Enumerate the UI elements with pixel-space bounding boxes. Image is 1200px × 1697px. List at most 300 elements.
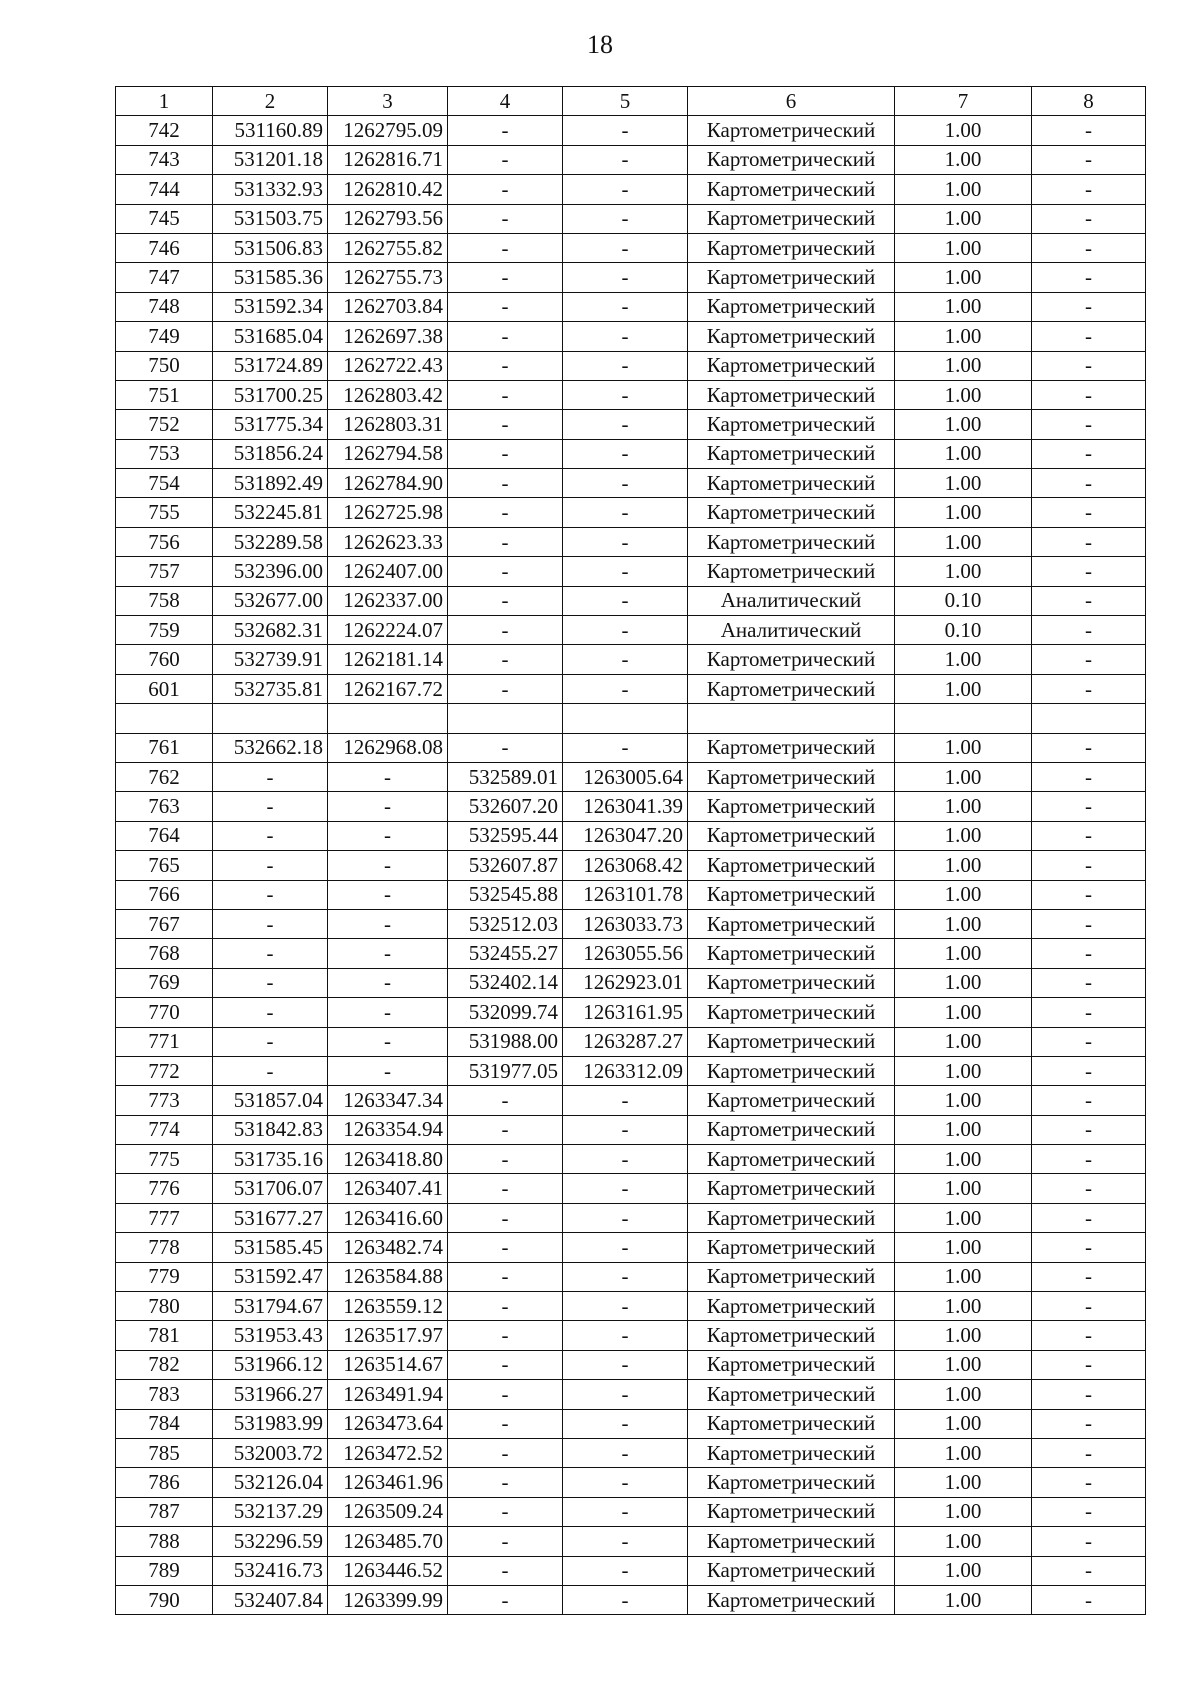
y-coordinate-cell: 1263491.94 [328,1380,448,1409]
accuracy-cell: 1.00 [895,792,1032,821]
note-cell: - [1032,968,1146,997]
x-coordinate-new-cell: - [448,1321,563,1350]
method-cell: Картометрический [688,1497,895,1526]
method-cell: Картометрический [688,1438,895,1467]
point-number-cell: 770 [116,998,213,1027]
table-row [116,527,1146,556]
method-cell: Картометрический [688,939,895,968]
accuracy-cell: 1.00 [895,145,1032,174]
method-cell: Картометрический [688,233,895,262]
point-number-cell: 790 [116,1585,213,1614]
x-coordinate-cell: 531724.89 [213,351,328,380]
note-cell: - [1032,351,1146,380]
accuracy-cell: 1.00 [895,1203,1032,1232]
accuracy-cell: 1.00 [895,263,1032,292]
x-coordinate-new-cell: 532607.87 [448,851,563,880]
x-coordinate-new-cell: - [448,616,563,645]
accuracy-cell: 1.00 [895,939,1032,968]
y-coordinate-new-cell: 1263312.09 [563,1056,688,1085]
method-cell: Картометрический [688,557,895,586]
point-number-cell: 745 [116,204,213,233]
x-coordinate-cell: 532416.73 [213,1556,328,1585]
x-coordinate-new-cell: - [448,204,563,233]
x-coordinate-cell: 532682.31 [213,616,328,645]
accuracy-cell: 1.00 [895,380,1032,409]
y-coordinate-new-cell: 1263041.39 [563,792,688,821]
note-cell: - [1032,1027,1146,1056]
accuracy-cell: 1.00 [895,762,1032,791]
accuracy-cell: 1.00 [895,175,1032,204]
method-cell: Картометрический [688,116,895,145]
note-cell: - [1032,1174,1146,1203]
y-coordinate-new-cell: - [563,410,688,439]
method-cell: Картометрический [688,1115,895,1144]
accuracy-cell: 1.00 [895,322,1032,351]
y-coordinate-cell: 1262703.84 [328,292,448,321]
method-cell: Картометрический [688,1321,895,1350]
x-coordinate-new-cell: - [448,1527,563,1556]
y-coordinate-new-cell: - [563,586,688,615]
point-number-cell: 756 [116,527,213,556]
accuracy-cell: 1.00 [895,968,1032,997]
table-row [116,1262,1146,1291]
method-cell: Картометрический [688,292,895,321]
y-coordinate-new-cell: - [563,233,688,262]
coordinates-table [115,86,1146,1615]
accuracy-cell [895,704,1032,733]
note-cell: - [1032,1468,1146,1497]
x-coordinate-new-cell: - [448,557,563,586]
table-row [116,1086,1146,1115]
table-row [116,469,1146,498]
accuracy-cell: 1.00 [895,116,1032,145]
accuracy-cell: 1.00 [895,439,1032,468]
y-coordinate-new-cell: - [563,469,688,498]
accuracy-cell: 1.00 [895,1497,1032,1526]
point-number-cell: 759 [116,616,213,645]
note-cell: - [1032,410,1146,439]
table-row [116,1468,1146,1497]
table-row [116,645,1146,674]
method-cell: Картометрический [688,1262,895,1291]
table-row [116,380,1146,409]
y-coordinate-cell: 1263446.52 [328,1556,448,1585]
note-cell: - [1032,821,1146,850]
table-row [116,1292,1146,1321]
y-coordinate-cell: 1263416.60 [328,1203,448,1232]
header-cell-6: 6 [688,87,895,116]
y-coordinate-new-cell: 1262923.01 [563,968,688,997]
note-cell: - [1032,1086,1146,1115]
x-coordinate-new-cell: - [448,380,563,409]
accuracy-cell: 1.00 [895,851,1032,880]
y-coordinate-new-cell: - [563,527,688,556]
method-cell: Картометрический [688,322,895,351]
point-number-cell: 786 [116,1468,213,1497]
x-coordinate-new-cell: - [448,1438,563,1467]
y-coordinate-new-cell: - [563,645,688,674]
header-cell-1: 1 [116,87,213,116]
y-coordinate-cell: 1262407.00 [328,557,448,586]
point-number-cell: 769 [116,968,213,997]
method-cell: Картометрический [688,1203,895,1232]
x-coordinate-cell: - [213,909,328,938]
point-number-cell: 763 [116,792,213,821]
method-cell: Картометрический [688,880,895,909]
accuracy-cell: 1.00 [895,1027,1032,1056]
y-coordinate-new-cell: - [563,1527,688,1556]
x-coordinate-new-cell: - [448,1585,563,1614]
x-coordinate-cell: - [213,1027,328,1056]
y-coordinate-new-cell: - [563,557,688,586]
table-row [116,586,1146,615]
point-number-cell: 757 [116,557,213,586]
method-cell: Картометрический [688,1527,895,1556]
x-coordinate-cell: - [213,939,328,968]
y-coordinate-cell: 1262803.31 [328,410,448,439]
x-coordinate-new-cell: - [448,410,563,439]
x-coordinate-new-cell: 531988.00 [448,1027,563,1056]
table-row [116,1438,1146,1467]
x-coordinate-cell: 531585.36 [213,263,328,292]
table-row [116,1556,1146,1585]
x-coordinate-new-cell: - [448,233,563,262]
table-row [116,410,1146,439]
accuracy-cell: 1.00 [895,645,1032,674]
note-cell: - [1032,263,1146,292]
y-coordinate-new-cell: - [563,1438,688,1467]
point-number-cell: 779 [116,1262,213,1291]
table-row [116,674,1146,703]
note-cell: - [1032,1380,1146,1409]
x-coordinate-cell: - [213,880,328,909]
note-cell: - [1032,645,1146,674]
table-row [116,880,1146,909]
accuracy-cell: 1.00 [895,1409,1032,1438]
y-coordinate-cell: 1262968.08 [328,733,448,762]
point-number-cell [116,704,213,733]
y-coordinate-new-cell: - [563,1380,688,1409]
y-coordinate-new-cell: - [563,1262,688,1291]
method-cell [688,704,895,733]
note-cell: - [1032,1321,1146,1350]
method-cell: Картометрический [688,998,895,1027]
table-row [116,1585,1146,1614]
point-number-cell: 773 [116,1086,213,1115]
table-row [116,145,1146,174]
point-number-cell: 748 [116,292,213,321]
y-coordinate-cell: 1263399.99 [328,1585,448,1614]
x-coordinate-new-cell: - [448,439,563,468]
y-coordinate-cell: 1263517.97 [328,1321,448,1350]
y-coordinate-cell: 1263509.24 [328,1497,448,1526]
y-coordinate-cell: 1262755.82 [328,233,448,262]
x-coordinate-new-cell: 532607.20 [448,792,563,821]
point-number-cell: 774 [116,1115,213,1144]
y-coordinate-cell: - [328,939,448,968]
x-coordinate-new-cell: - [448,1145,563,1174]
point-number-cell: 753 [116,439,213,468]
note-cell: - [1032,1203,1146,1232]
note-cell: - [1032,616,1146,645]
table-row [116,851,1146,880]
note-cell: - [1032,557,1146,586]
table-row [116,1203,1146,1232]
note-cell: - [1032,233,1146,262]
accuracy-cell: 0.10 [895,586,1032,615]
note-cell: - [1032,469,1146,498]
point-number-cell: 788 [116,1527,213,1556]
note-cell: - [1032,1350,1146,1379]
y-coordinate-cell: 1263461.96 [328,1468,448,1497]
note-cell: - [1032,586,1146,615]
y-coordinate-cell: 1263354.94 [328,1115,448,1144]
x-coordinate-cell: 531892.49 [213,469,328,498]
x-coordinate-new-cell: - [448,1115,563,1144]
point-number-cell: 780 [116,1292,213,1321]
x-coordinate-new-cell: - [448,145,563,174]
x-coordinate-new-cell: - [448,1292,563,1321]
x-coordinate-cell: 531503.75 [213,204,328,233]
x-coordinate-cell: 531700.25 [213,380,328,409]
note-cell: - [1032,1438,1146,1467]
y-coordinate-new-cell: - [563,674,688,703]
note-cell: - [1032,851,1146,880]
header-cell-2: 2 [213,87,328,116]
x-coordinate-new-cell: 531977.05 [448,1056,563,1085]
y-coordinate-cell: - [328,1056,448,1085]
x-coordinate-cell: 532662.18 [213,733,328,762]
x-coordinate-cell: 531332.93 [213,175,328,204]
y-coordinate-new-cell: - [563,733,688,762]
point-number-cell: 782 [116,1350,213,1379]
y-coordinate-cell: 1262697.38 [328,322,448,351]
table-row [116,1027,1146,1056]
y-coordinate-cell: - [328,1027,448,1056]
note-cell: - [1032,292,1146,321]
point-number-cell: 766 [116,880,213,909]
accuracy-cell: 1.00 [895,733,1032,762]
method-cell: Картометрический [688,1056,895,1085]
point-number-cell: 765 [116,851,213,880]
x-coordinate-cell: 532003.72 [213,1438,328,1467]
accuracy-cell: 1.00 [895,998,1032,1027]
method-cell: Картометрический [688,175,895,204]
method-cell: Картометрический [688,1086,895,1115]
x-coordinate-new-cell: 532589.01 [448,762,563,791]
y-coordinate-cell: 1262167.72 [328,674,448,703]
point-number-cell: 776 [116,1174,213,1203]
y-coordinate-cell: - [328,792,448,821]
point-number-cell: 781 [116,1321,213,1350]
method-cell: Картометрический [688,1585,895,1614]
y-coordinate-cell: 1263584.88 [328,1262,448,1291]
note-cell: - [1032,498,1146,527]
y-coordinate-new-cell: - [563,1115,688,1144]
table-row [116,233,1146,262]
point-number-cell: 755 [116,498,213,527]
x-coordinate-new-cell: 532402.14 [448,968,563,997]
accuracy-cell: 1.00 [895,1585,1032,1614]
x-coordinate-new-cell: - [448,263,563,292]
accuracy-cell: 1.00 [895,909,1032,938]
point-number-cell: 775 [116,1145,213,1174]
note-cell: - [1032,1556,1146,1585]
table-row [116,498,1146,527]
x-coordinate-cell: 531160.89 [213,116,328,145]
point-number-cell: 772 [116,1056,213,1085]
table-row [116,821,1146,850]
accuracy-cell: 1.00 [895,557,1032,586]
y-coordinate-new-cell: - [563,322,688,351]
table-row [116,762,1146,791]
note-cell: - [1032,380,1146,409]
x-coordinate-cell: 532407.84 [213,1585,328,1614]
method-cell: Картометрический [688,792,895,821]
accuracy-cell: 1.00 [895,880,1032,909]
y-coordinate-new-cell: 1263068.42 [563,851,688,880]
y-coordinate-cell: 1262810.42 [328,175,448,204]
y-coordinate-new-cell: - [563,263,688,292]
method-cell: Аналитический [688,586,895,615]
table-row [116,351,1146,380]
y-coordinate-cell: 1263418.80 [328,1145,448,1174]
accuracy-cell: 1.00 [895,527,1032,556]
y-coordinate-new-cell: - [563,1203,688,1232]
accuracy-cell: 0.10 [895,616,1032,645]
point-number-cell: 767 [116,909,213,938]
note-cell: - [1032,527,1146,556]
table-row [116,1527,1146,1556]
table-row [116,704,1146,733]
x-coordinate-new-cell: - [448,1468,563,1497]
table-row [116,1174,1146,1203]
header-cell-4: 4 [448,87,563,116]
point-number-cell: 783 [116,1380,213,1409]
table-row [116,1497,1146,1526]
accuracy-cell: 1.00 [895,498,1032,527]
y-coordinate-cell: 1263485.70 [328,1527,448,1556]
table-row [116,733,1146,762]
method-cell: Картометрический [688,821,895,850]
table-row [116,1145,1146,1174]
y-coordinate-new-cell: - [563,498,688,527]
y-coordinate-new-cell: - [563,1233,688,1262]
x-coordinate-cell: 531585.45 [213,1233,328,1262]
x-coordinate-cell [213,704,328,733]
y-coordinate-cell: 1263472.52 [328,1438,448,1467]
table-row [116,557,1146,586]
method-cell: Картометрический [688,1409,895,1438]
x-coordinate-new-cell: - [448,527,563,556]
table-row [116,439,1146,468]
method-cell: Картометрический [688,1350,895,1379]
table-row [116,1409,1146,1438]
table-row [116,116,1146,145]
x-coordinate-cell: 531592.47 [213,1262,328,1291]
y-coordinate-new-cell: - [563,145,688,174]
y-coordinate-cell: 1262803.42 [328,380,448,409]
accuracy-cell: 1.00 [895,1145,1032,1174]
x-coordinate-cell: 531685.04 [213,322,328,351]
y-coordinate-cell: 1262795.09 [328,116,448,145]
x-coordinate-new-cell: - [448,1380,563,1409]
point-number-cell: 743 [116,145,213,174]
y-coordinate-new-cell: - [563,380,688,409]
y-coordinate-cell: - [328,968,448,997]
y-coordinate-cell: - [328,851,448,880]
note-cell: - [1032,1527,1146,1556]
y-coordinate-cell: 1262337.00 [328,586,448,615]
x-coordinate-cell: 531856.24 [213,439,328,468]
header-cell-5: 5 [563,87,688,116]
table-row [116,175,1146,204]
x-coordinate-cell: 531775.34 [213,410,328,439]
x-coordinate-new-cell: 532545.88 [448,880,563,909]
y-coordinate-cell: 1262794.58 [328,439,448,468]
method-cell: Картометрический [688,145,895,174]
table-row [116,616,1146,645]
method-cell: Картометрический [688,498,895,527]
note-cell: - [1032,1056,1146,1085]
table-body [116,116,1146,1615]
accuracy-cell: 1.00 [895,1527,1032,1556]
x-coordinate-new-cell: - [448,1174,563,1203]
point-number-cell: 742 [116,116,213,145]
y-coordinate-new-cell: 1263033.73 [563,909,688,938]
accuracy-cell: 1.00 [895,1233,1032,1262]
y-coordinate-cell: 1262181.14 [328,645,448,674]
x-coordinate-new-cell: 532595.44 [448,821,563,850]
header-cell-7: 7 [895,87,1032,116]
x-coordinate-new-cell: - [448,1497,563,1526]
accuracy-cell: 1.00 [895,1115,1032,1144]
method-cell: Картометрический [688,909,895,938]
table-row [116,1321,1146,1350]
x-coordinate-cell: 531794.67 [213,1292,328,1321]
x-coordinate-cell: 531506.83 [213,233,328,262]
y-coordinate-new-cell: - [563,1174,688,1203]
y-coordinate-new-cell: - [563,1321,688,1350]
y-coordinate-new-cell: - [563,1086,688,1115]
point-number-cell: 777 [116,1203,213,1232]
x-coordinate-cell: 531966.27 [213,1380,328,1409]
accuracy-cell: 1.00 [895,1380,1032,1409]
accuracy-cell: 1.00 [895,1556,1032,1585]
note-cell: - [1032,116,1146,145]
point-number-cell: 746 [116,233,213,262]
method-cell: Картометрический [688,439,895,468]
method-cell: Картометрический [688,733,895,762]
x-coordinate-new-cell [448,704,563,733]
note-cell: - [1032,998,1146,1027]
x-coordinate-cell: - [213,762,328,791]
x-coordinate-cell: 531857.04 [213,1086,328,1115]
table-row [116,1350,1146,1379]
x-coordinate-new-cell: - [448,1556,563,1585]
y-coordinate-new-cell: - [563,1556,688,1585]
point-number-cell: 744 [116,175,213,204]
accuracy-cell: 1.00 [895,821,1032,850]
point-number-cell: 601 [116,674,213,703]
method-cell: Картометрический [688,527,895,556]
point-number-cell: 789 [116,1556,213,1585]
table-row [116,939,1146,968]
x-coordinate-cell: 531706.07 [213,1174,328,1203]
y-coordinate-cell: 1262623.33 [328,527,448,556]
y-coordinate-cell: 1262722.43 [328,351,448,380]
accuracy-cell: 1.00 [895,1174,1032,1203]
